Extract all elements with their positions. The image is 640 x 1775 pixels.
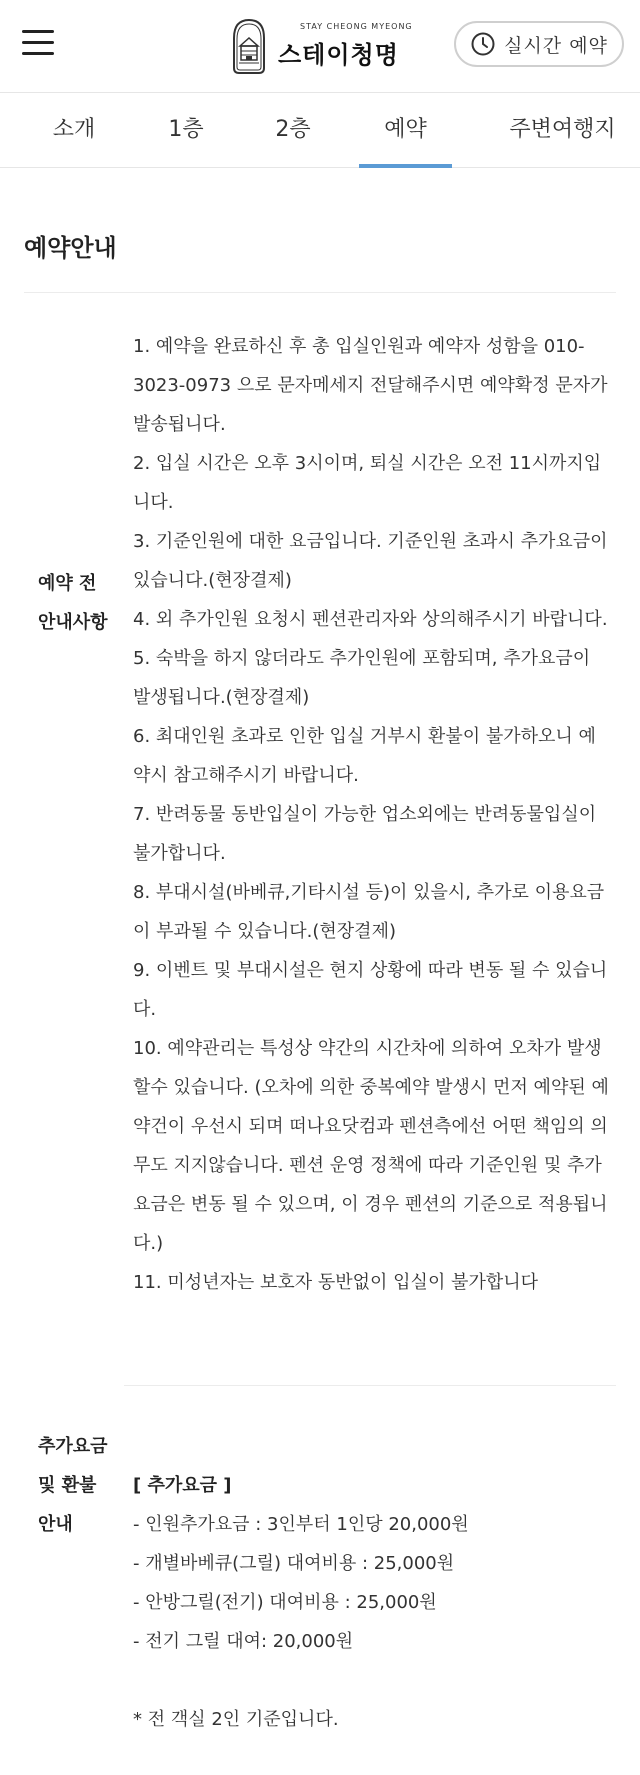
tab-floor-2[interactable]: 2층 xyxy=(275,117,311,142)
active-tab-indicator xyxy=(359,164,452,168)
notice-item: 11. 미성년자는 보호자 동반없이 입실이 불가합니다 xyxy=(133,1272,538,1293)
notice-item: 9. 이벤트 및 부대시설은 현지 상황에 따라 변동 될 수 있습니다. xyxy=(133,960,608,1020)
tab-intro[interactable]: 소개 xyxy=(52,117,96,142)
fee-item: - 인원추가요금 : 3인부터 1인당 20,000원 xyxy=(133,1514,469,1535)
notice-item: 3. 기준인원에 대한 요금입니다. 기준인원 초과시 추가요금이 있습니다.(현장결제) xyxy=(133,531,608,591)
fee-item: - 전기 그릴 대여: 20,000원 xyxy=(133,1631,354,1652)
notice-divider xyxy=(124,1385,616,1386)
notice-item: 7. 반려동물 동반입실이 가능한 업소외에는 반려동물입실이 불가합니다. xyxy=(133,804,597,864)
fee-item: - 개별바베큐(그릴) 대여비용 : 25,000원 xyxy=(133,1553,455,1574)
page-title: 예약안내 xyxy=(24,234,117,262)
clock-icon xyxy=(470,31,496,57)
fees-heading: [ 추가요금 ] xyxy=(133,1475,232,1496)
tab-reservation[interactable]: 예약 xyxy=(384,117,427,142)
section-tabs xyxy=(0,93,640,168)
notice-item: 5. 숙박을 하지 않더라도 추가인원에 포함되며, 추가요금이 발생됩니다.(현장결제) xyxy=(133,648,591,708)
notice-list xyxy=(133,327,611,1302)
notice-item: 4. 외 추가인원 요청시 펜션관리자와 상의해주시기 바랍니다. xyxy=(133,609,608,630)
hamburger-menu-icon[interactable] xyxy=(22,30,54,56)
notice-item: 6. 최대인원 초과로 인한 입실 거부시 환불이 불가하오니 예약시 참고해주시기 바랍니다. xyxy=(133,726,596,786)
logo-subtitle: STAY CHEONG MYEONG xyxy=(300,22,413,31)
logo-text xyxy=(278,22,413,70)
site-logo[interactable] xyxy=(228,14,413,78)
fees-content xyxy=(133,1466,611,1739)
title-divider xyxy=(24,292,616,293)
fees-label: 추가요금 및 환불안내 xyxy=(38,1436,108,1535)
tab-nearby-travel[interactable]: 주변여행지 xyxy=(509,117,616,142)
notice-label: 예약 전 안내사항 xyxy=(38,573,108,633)
tab-floor-1[interactable]: 1층 xyxy=(168,117,204,142)
logo-title: 스테이청명 xyxy=(278,41,399,69)
realtime-reservation-button[interactable] xyxy=(454,21,624,67)
logo-emblem-icon xyxy=(228,16,270,76)
fees-note: * 전 객실 2인 기준입니다. xyxy=(133,1709,339,1730)
notice-item: 8. 부대시설(바베큐,기타시설 등)이 있을시, 추가로 이용요금이 부과될 수 있습니다.(현장결제) xyxy=(133,882,605,942)
notice-item: 2. 입실 시간은 오후 3시이며, 퇴실 시간은 오전 11시까지입니다. xyxy=(133,453,602,513)
realtime-reservation-label: 실시간 예약 xyxy=(504,34,608,57)
fee-item: - 안방그릴(전기) 대여비용 : 25,000원 xyxy=(133,1592,437,1613)
notice-item: 10. 예약관리는 특성상 약간의 시간차에 의하여 오차가 발생할수 있습니다. (오차에 의한 중복예약 발생시 먼저 예약된 예약건이 우선시 되며 떠나요닷컴과 펜션측에선 어떤 책임의 의무도 지지않습니다. 펜션 운영 정책에 따라 기준인원 및 추가요금은 변동 될 수 있으며, 이 경우 펜션의 기준으로 적용됩니다.) xyxy=(133,1038,609,1254)
notice-item: 1. 예약을 완료하신 후 총 입실인원과 예약자 성함을 010-3023-0973 으로 문자메세지 전달해주시면 예약확정 문자가 발송됩니다. xyxy=(133,336,608,435)
top-header xyxy=(0,0,640,93)
